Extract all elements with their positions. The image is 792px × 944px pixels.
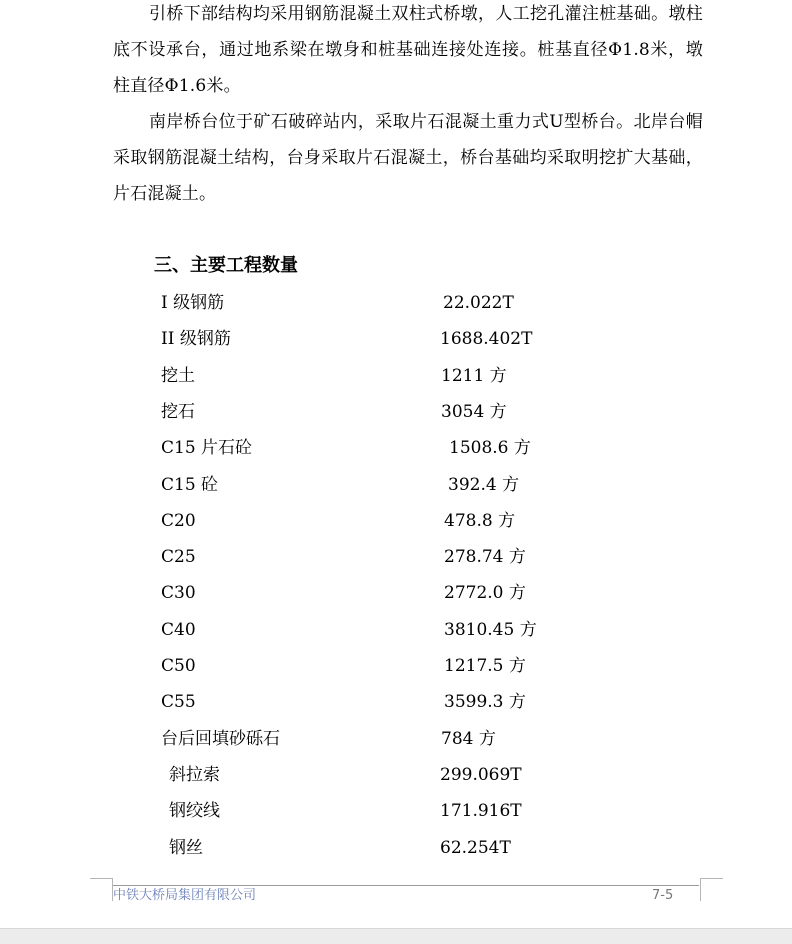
footer-company: 中铁大桥局集团有限公司 — [113, 888, 257, 903]
section-heading: 三、主要工程数量 — [154, 255, 298, 276]
quantity-item-value: 62.254T — [440, 837, 511, 858]
quantity-item-value: 2772.0 方 — [444, 583, 526, 604]
quantity-item-value: 3810.45 方 — [444, 619, 537, 640]
quantity-item-name: C15 砼 — [161, 474, 219, 495]
paragraph-substructure: 引桥下部结构均采用钢筋混凝土双柱式桥墩，人工挖孔灌注桩基础。墩柱底不设承台，通过地系梁在墩身和桩基础连接处连接。桩基直径Φ1.8米，墩柱直径Φ1.6米。 — [113, 4, 703, 96]
quantity-item-name: 挖土 — [161, 365, 195, 386]
quantity-row — [0, 394, 792, 430]
quantity-row — [0, 612, 792, 648]
quantity-row — [0, 830, 792, 866]
quantity-row — [0, 467, 792, 503]
quantity-row — [0, 684, 792, 720]
quantity-item-value: 22.022T — [443, 293, 514, 313]
quantity-item-name: 斜拉索 — [169, 764, 220, 785]
quantity-row — [0, 757, 792, 793]
quantity-row — [0, 430, 792, 466]
quantity-item-name: C20 — [161, 510, 196, 531]
page-bottom-band — [0, 928, 792, 944]
quantity-item-value: 299.069T — [440, 764, 522, 785]
quantity-item-name: I 级钢筋 — [161, 293, 225, 313]
quantity-item-name: C30 — [161, 583, 196, 604]
footer-page-number: 7-5 — [652, 888, 674, 903]
quantity-item-name: C25 — [161, 547, 196, 568]
footer-corner-mark-right — [700, 878, 723, 901]
quantity-item-name: 钢丝 — [169, 837, 203, 858]
quantity-item-name: II 级钢筋 — [161, 329, 231, 350]
quantity-item-value: 171.916T — [440, 801, 522, 822]
quantity-item-value: 478.8 方 — [444, 510, 516, 531]
quantity-item-name: 台后回填砂砾石 — [161, 728, 280, 749]
quantity-item-name: C50 — [161, 656, 196, 676]
quantity-item-value: 1211 方 — [441, 365, 507, 386]
quantity-item-value: 3054 方 — [441, 401, 507, 422]
quantity-row — [0, 575, 792, 611]
quantity-item-value: 1688.402T — [440, 329, 533, 350]
quantity-row — [0, 285, 792, 321]
quantity-row — [0, 503, 792, 539]
quantity-item-name: C15 片石砼 — [161, 438, 253, 459]
quantity-row — [0, 721, 792, 757]
quantity-item-value: 392.4 方 — [448, 474, 520, 495]
footer-corner-mark-left — [90, 878, 113, 901]
quantity-row — [0, 358, 792, 394]
quantity-item-name: C55 — [161, 692, 196, 713]
quantity-item-value: 278.74 方 — [444, 547, 526, 568]
quantity-item-name: C40 — [161, 619, 196, 640]
quantity-row — [0, 793, 792, 829]
quantity-item-value: 3599.3 方 — [444, 692, 526, 713]
quantity-item-name: 挖石 — [161, 401, 195, 422]
quantity-item-value: 784 方 — [441, 728, 496, 749]
quantity-item-value: 1508.6 方 — [449, 438, 531, 459]
paragraph-abutment: 南岸桥台位于矿石破碎站内，采取片石混凝土重力式U型桥台。北岸台帽采取钢筋混凝土结构，台身采取片石混凝土，桥台基础均采取明挖扩大基础，片石混凝土。 — [113, 112, 703, 204]
quantity-item-name: 钢绞线 — [169, 801, 220, 822]
quantity-item-value: 1217.5 方 — [444, 656, 526, 676]
quantity-row — [0, 321, 792, 357]
quantity-row — [0, 648, 792, 684]
quantity-row — [0, 539, 792, 575]
